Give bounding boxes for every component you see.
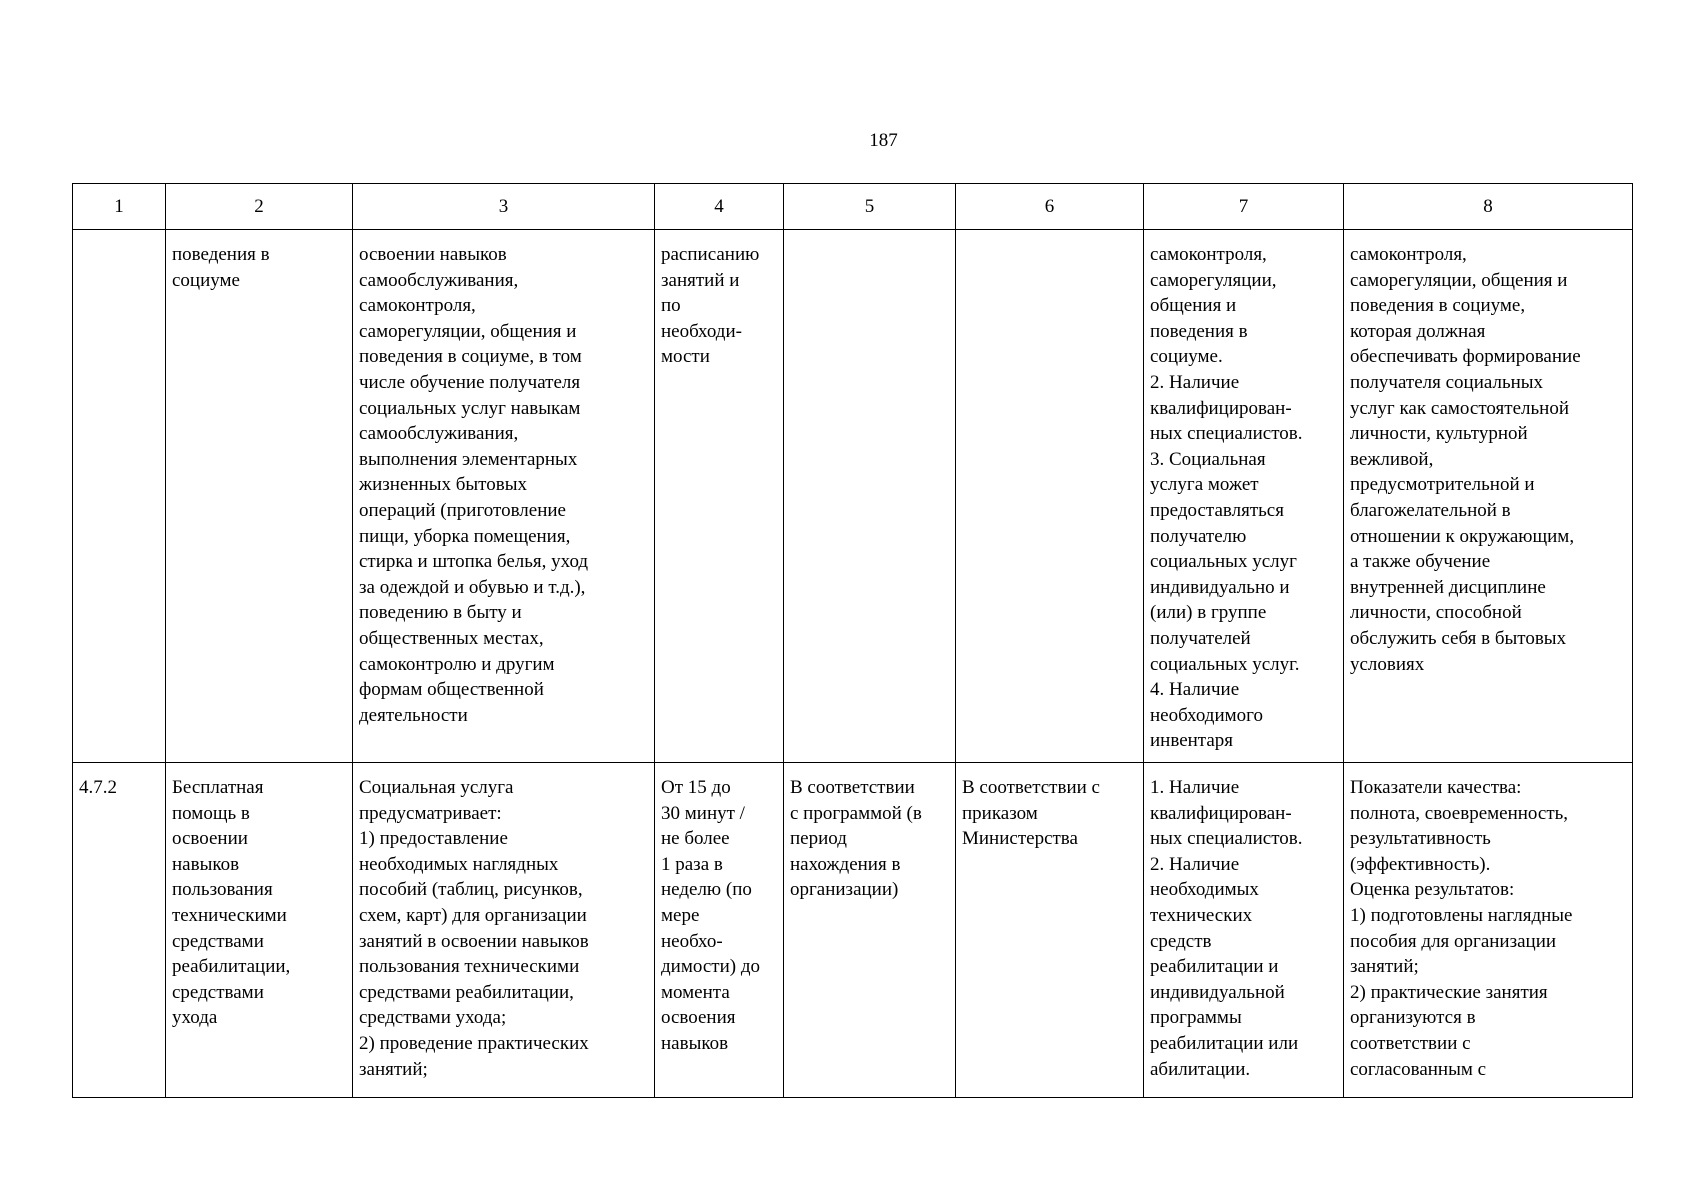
cell-service-name: Бесплатная помощь в освоении навыков пользования техническими средствами реабилитации, средствами ухода [166,763,353,1098]
cell-description: освоении навыков самообслуживания, самоконтроля, саморегуляции, общения и поведения в социуме, в том числе обучение получателя социальных услуг навыкам самообслуживания, выполнения элементарных жизненных бытовых операций (приготовление пищи, уборка помещения, стирка и штопка белья, уход за одеждой и обувью и т.д.), поведению в быту и общественных местах, самоконтролю и другим формам общественной деятельности [353,230,655,763]
table-header-row [73,184,1633,230]
column-header: 7 [1144,184,1344,230]
services-table [72,183,1633,1098]
column-header: 6 [956,184,1144,230]
cell-cost [956,230,1144,763]
cell-frequency: расписанию занятий и по необходи- мости [655,230,784,763]
cell-number: 4.7.2 [73,763,166,1098]
cell-term [784,230,956,763]
page-number: 187 [869,130,898,151]
column-header: 1 [73,184,166,230]
cell-cost: В соответствии с приказом Министерства [956,763,1144,1098]
cell-conditions: самоконтроля, саморегуляции, общения и поведения в социуме. 2. Наличие квалифицирован- ных специалистов. 3. Социальная услуга может предоставляться получателю социальных услуг индивидуально и (или) в группе получателей социальных услуг. 4. Наличие необходимого инвентаря [1144,230,1344,763]
cell-number [73,230,166,763]
cell-conditions: 1. Наличие квалифицирован- ных специалистов. 2. Наличие необходимых технических средств реабилитации и индивидуальной программы реабилитации или абилитации. [1144,763,1344,1098]
cell-term: В соответствии с программой (в период нахождения в организации) [784,763,956,1098]
column-header: 2 [166,184,353,230]
cell-quality: самоконтроля, саморегуляции, общения и поведения в социуме, которая должная обеспечивать формирование получателя социальных услуг как самостоятельной личности, культурной вежливой, предусмотрительной и благожелательной в отношении к окружающим, а также обучение внутренней дисциплине личности, способной обслужить себя в бытовых условиях [1344,230,1633,763]
column-header: 3 [353,184,655,230]
column-header: 5 [784,184,956,230]
table-row [73,763,1633,1098]
cell-quality: Показатели качества: полнота, своевременность, результативность (эффективность). Оценка результатов: 1) подготовлены наглядные пособия для организации занятий; 2) практические занятия организуются в соответствии с согласованным с [1344,763,1633,1098]
column-header: 8 [1344,184,1633,230]
column-header: 4 [655,184,784,230]
cell-frequency: От 15 до 30 минут / не более 1 раза в неделю (по мере необхо- димости) до момента освоения навыков [655,763,784,1098]
cell-description: Социальная услуга предусматривает: 1) предоставление необходимых наглядных пособий (таблиц, рисунков, схем, карт) для организации занятий в освоении навыков пользования техническими средствами реабилитации, средствами ухода; 2) проведение практических занятий; [353,763,655,1098]
table-row [73,230,1633,763]
cell-service-name: поведения в социуме [166,230,353,763]
